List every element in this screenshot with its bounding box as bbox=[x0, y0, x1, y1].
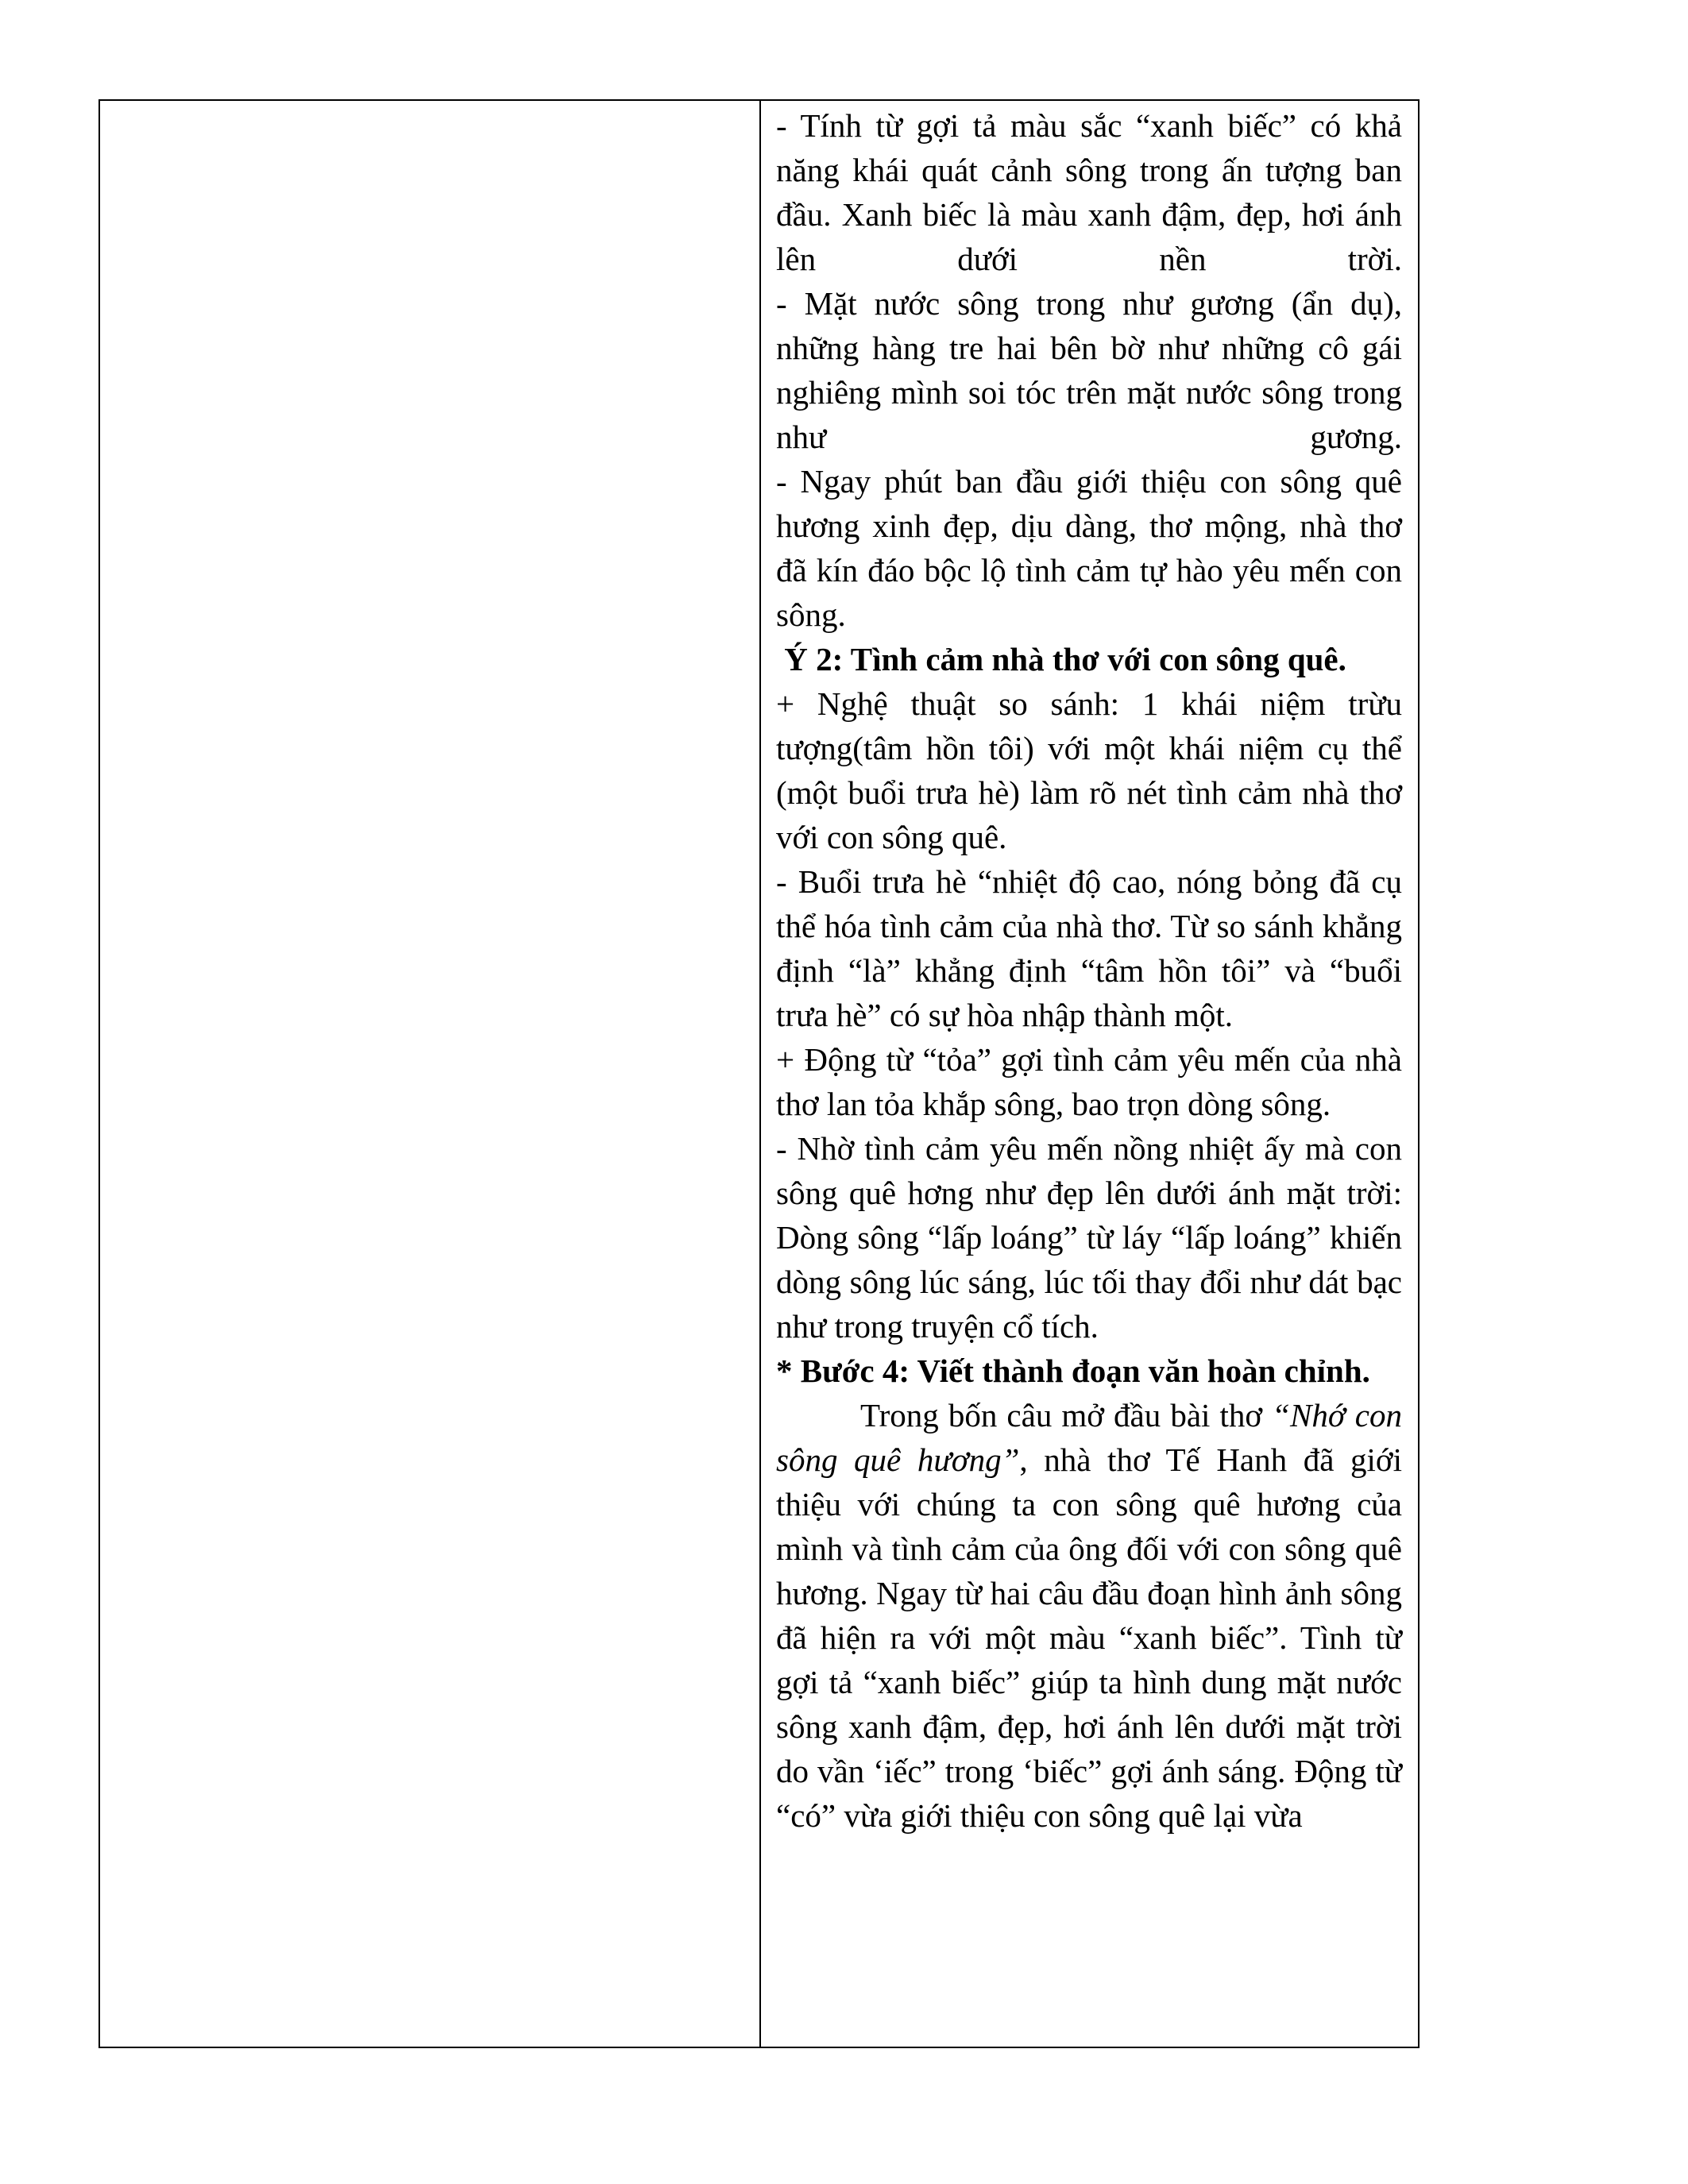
right-column bbox=[761, 101, 1418, 2047]
poem-title: “Nhớ con sông quê hương” bbox=[776, 1397, 1402, 1478]
content-table bbox=[98, 99, 1420, 2048]
paragraph-body: , nhà thơ Tế Hanh đã giới thiệu với chúng ta con sông quê hương của mình và tình cảm của ông đối với con sông quê hương. Ngay từ hai câu đầu đoạn hình ảnh sông đã hiện ra với một màu “xanh biếc”. Tình từ gợi tả “xanh biếc” giúp ta hình dung mặt nước sông xanh đậm, đẹp, hơi ánh lên dưới mặt trời do vần ‘iếc” trong ‘biếc” gợi ánh sáng. Động từ “có” vừa giới thiệu con sông quê lại vừa bbox=[776, 1441, 1402, 1834]
paragraph-first-impression: - Ngay phút ban đầu giới thiệu con sông quê hương xinh đẹp, dịu dàng, thơ mộng, nhà thơ đã kín đáo bộc lộ tình cảm tự hào yêu mến con sông. bbox=[776, 463, 1402, 633]
left-column bbox=[100, 101, 761, 2047]
paragraph-verb-spread: + Động từ “tỏa” gợi tình cảm yêu mến của nhà thơ lan tỏa khắp sông, bao trọn dòng sông. bbox=[776, 1041, 1402, 1122]
paragraph-river-mirror: - Mặt nước sông trong như gương (ẩn dụ), những hàng tre hai bên bờ như những cô gái nghiêng mình soi tóc trên mặt nước sông trong như gương. bbox=[776, 285, 1402, 455]
paragraph-sparkling: - Nhờ tình cảm yêu mến nồng nhiệt ấy mà con sông quê hơng như đẹp lên dưới ánh mặt trời: Dòng sông “lấp loáng” từ láy “lấp loáng” khiến dòng sông lúc sáng, lúc tối thay đổi như dát bạc như trong truyện cổ tích. bbox=[776, 1130, 1402, 1345]
paragraph-complete bbox=[776, 1393, 1402, 1838]
paragraph-comparison: + Nghệ thuật so sánh: 1 khái niệm trừu tượng(tâm hồn tôi) với một khái niệm cụ thể (một buổi trưa hè) làm rõ nét tình cảm nhà thơ với con sông quê. bbox=[776, 685, 1402, 855]
paragraph-blue-color: - Tính từ gợi tả màu sắc “xanh biếc” có khả năng khái quát cảnh sông trong ấn tượng ban đầu. Xanh biếc là màu xanh đậm, đẹp, hơi ánh lên dưới nền trời. bbox=[776, 107, 1402, 277]
paragraph-summer-noon: - Buổi trưa hè “nhiệt độ cao, nóng bỏng đã cụ thể hóa tình cảm của nhà thơ. Từ so sánh khẳng định “là” khẳng định “tâm hồn tôi” và “buổi trưa hè” có sự hòa nhập thành một. bbox=[776, 863, 1402, 1033]
heading-step-4: * Bước 4: Viết thành đoạn văn hoàn chỉnh. bbox=[776, 1352, 1370, 1389]
heading-idea-2: Ý 2: Tình cảm nhà thơ với con sông quê. bbox=[776, 641, 1346, 677]
paragraph-intro: Trong bốn câu mở đầu bài thơ bbox=[860, 1397, 1273, 1433]
